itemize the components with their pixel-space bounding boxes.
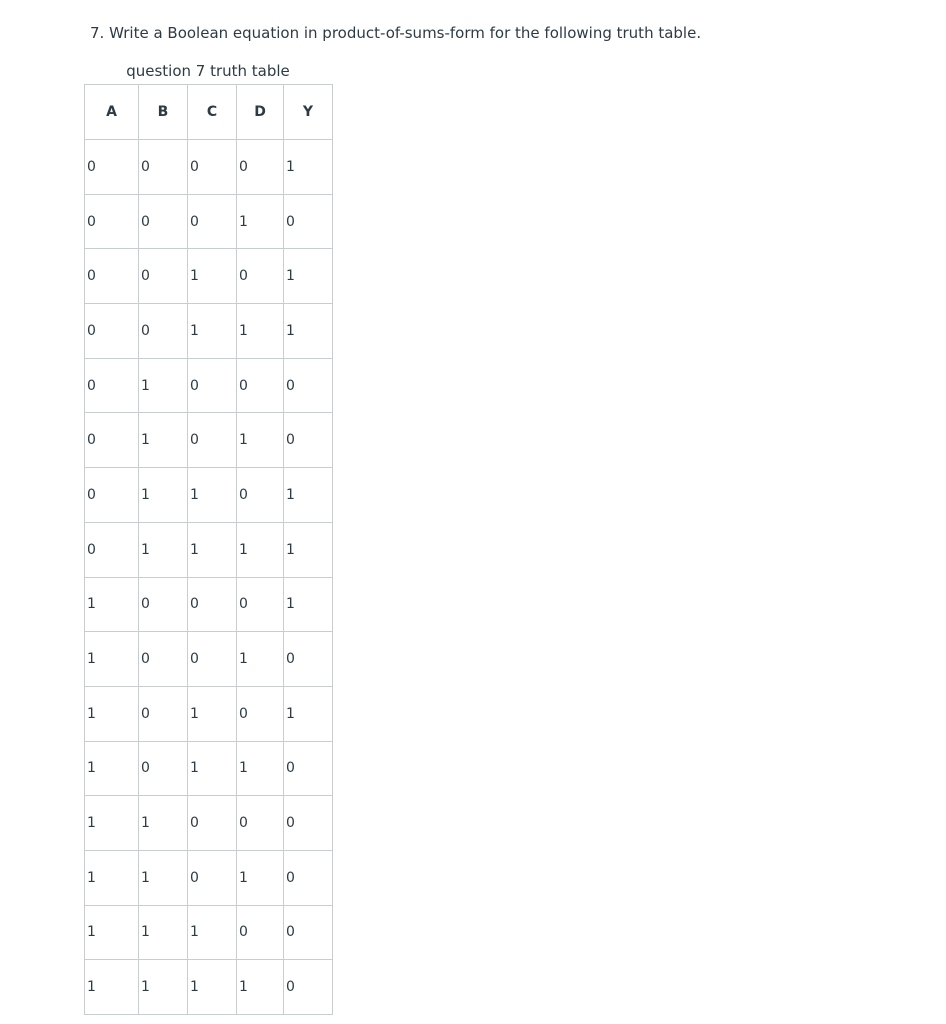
table-row (85, 577, 333, 632)
table-body (85, 140, 333, 1015)
cell-y: 0 (284, 905, 333, 960)
header-d: D (237, 85, 284, 140)
cell-a: 0 (85, 304, 139, 359)
cell-a: 0 (85, 413, 139, 468)
table-header-row (85, 85, 333, 140)
cell-c: 0 (188, 413, 237, 468)
table-row (85, 741, 333, 796)
cell-a: 1 (85, 577, 139, 632)
cell-b: 1 (139, 850, 188, 905)
cell-c: 0 (188, 850, 237, 905)
cell-y: 1 (284, 468, 333, 523)
table-row (85, 960, 333, 1015)
cell-a: 1 (85, 686, 139, 741)
cell-d: 1 (237, 960, 284, 1015)
table-row (85, 522, 333, 577)
cell-c: 0 (188, 140, 237, 195)
cell-b: 1 (139, 796, 188, 851)
cell-c: 1 (188, 304, 237, 359)
cell-c: 1 (188, 249, 237, 304)
cell-c: 0 (188, 194, 237, 249)
cell-d: 1 (237, 304, 284, 359)
cell-a: 1 (85, 632, 139, 687)
cell-y: 1 (284, 577, 333, 632)
cell-y: 1 (284, 140, 333, 195)
cell-a: 0 (85, 194, 139, 249)
cell-b: 0 (139, 249, 188, 304)
cell-d: 0 (237, 796, 284, 851)
truth-table (84, 84, 333, 1015)
table-row (85, 686, 333, 741)
cell-c: 0 (188, 577, 237, 632)
cell-y: 0 (284, 796, 333, 851)
cell-c: 1 (188, 905, 237, 960)
header-a: A (85, 85, 139, 140)
cell-d: 0 (237, 905, 284, 960)
cell-a: 1 (85, 960, 139, 1015)
cell-b: 1 (139, 522, 188, 577)
cell-d: 0 (237, 249, 284, 304)
cell-y: 0 (284, 960, 333, 1015)
cell-c: 0 (188, 796, 237, 851)
cell-c: 0 (188, 632, 237, 687)
cell-y: 0 (284, 850, 333, 905)
cell-y: 1 (284, 686, 333, 741)
table-row (85, 632, 333, 687)
cell-a: 1 (85, 741, 139, 796)
question-text: 7. Write a Boolean equation in product-of-sums-form for the following truth table. (90, 24, 702, 42)
cell-b: 1 (139, 905, 188, 960)
table-row (85, 796, 333, 851)
table-row (85, 413, 333, 468)
cell-b: 0 (139, 140, 188, 195)
cell-d: 0 (237, 140, 284, 195)
table-row (85, 140, 333, 195)
cell-y: 1 (284, 522, 333, 577)
table-row (85, 468, 333, 523)
cell-a: 0 (85, 468, 139, 523)
table-row (85, 850, 333, 905)
cell-b: 1 (139, 358, 188, 413)
cell-y: 1 (284, 249, 333, 304)
cell-d: 1 (237, 632, 284, 687)
cell-d: 1 (237, 413, 284, 468)
cell-b: 0 (139, 194, 188, 249)
cell-d: 0 (237, 468, 284, 523)
cell-c: 1 (188, 960, 237, 1015)
cell-d: 1 (237, 194, 284, 249)
cell-a: 0 (85, 522, 139, 577)
cell-d: 0 (237, 358, 284, 413)
cell-d: 0 (237, 686, 284, 741)
cell-c: 1 (188, 468, 237, 523)
cell-c: 1 (188, 522, 237, 577)
cell-d: 1 (237, 522, 284, 577)
cell-b: 0 (139, 304, 188, 359)
table-row (85, 304, 333, 359)
table-row (85, 249, 333, 304)
table-caption: question 7 truth table (126, 62, 290, 80)
table-row (85, 194, 333, 249)
cell-y: 0 (284, 632, 333, 687)
cell-y: 0 (284, 358, 333, 413)
cell-b: 0 (139, 741, 188, 796)
cell-c: 0 (188, 358, 237, 413)
cell-y: 0 (284, 194, 333, 249)
cell-y: 0 (284, 741, 333, 796)
cell-c: 1 (188, 686, 237, 741)
table-row (85, 358, 333, 413)
cell-b: 1 (139, 960, 188, 1015)
cell-d: 0 (237, 577, 284, 632)
cell-a: 1 (85, 905, 139, 960)
cell-a: 0 (85, 358, 139, 413)
cell-b: 0 (139, 577, 188, 632)
cell-y: 1 (284, 304, 333, 359)
cell-a: 0 (85, 249, 139, 304)
cell-c: 1 (188, 741, 237, 796)
cell-a: 1 (85, 850, 139, 905)
cell-b: 0 (139, 632, 188, 687)
cell-b: 0 (139, 686, 188, 741)
cell-y: 0 (284, 413, 333, 468)
cell-b: 1 (139, 413, 188, 468)
cell-a: 0 (85, 140, 139, 195)
cell-a: 1 (85, 796, 139, 851)
header-y: Y (284, 85, 333, 140)
header-b: B (139, 85, 188, 140)
cell-d: 1 (237, 741, 284, 796)
table-row (85, 905, 333, 960)
cell-d: 1 (237, 850, 284, 905)
cell-b: 1 (139, 468, 188, 523)
header-c: C (188, 85, 237, 140)
